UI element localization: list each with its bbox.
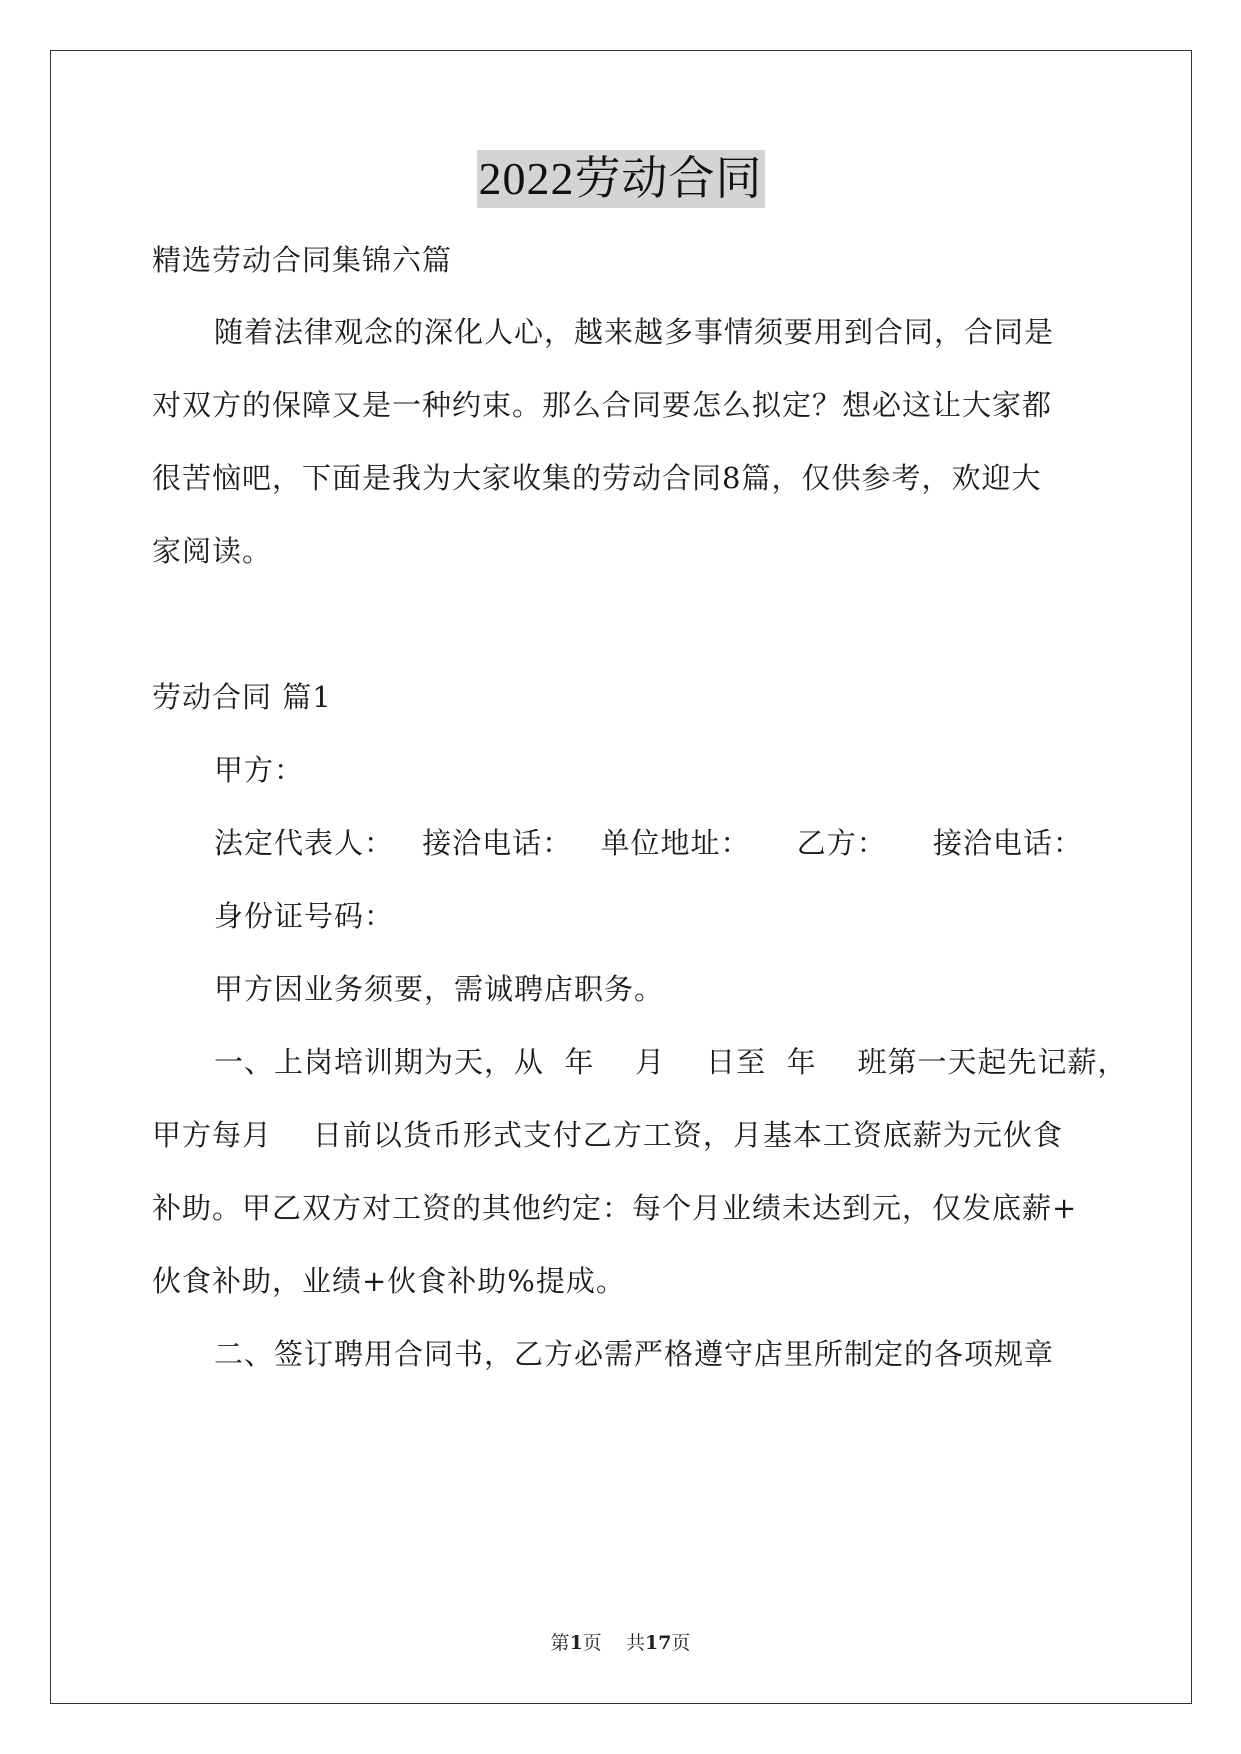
footer-suffix: 页 bbox=[671, 1632, 691, 1654]
page-border bbox=[50, 50, 1192, 1704]
footer-middle: 页 共 bbox=[582, 1632, 645, 1654]
page-footer bbox=[0, 1630, 1241, 1656]
hire-statement: 甲方因业务须要，需诚聘店职务。 bbox=[214, 972, 665, 1006]
contact-fields-row bbox=[214, 823, 1083, 863]
intro-line-3: 很苦恼吧，下面是我为大家收集的劳动合同8篇，仅供参考，欢迎大 bbox=[152, 461, 1042, 495]
title-container bbox=[0, 150, 1241, 208]
intro-line-4: 家阅读。 bbox=[152, 534, 273, 568]
legal-representative-label: 法定代表人： bbox=[214, 826, 395, 860]
clause-1-line-3: 补助。甲乙双方对工资的其他约定：每个月业绩未达到元，仅发底薪+ bbox=[152, 1191, 1078, 1225]
clause-1-line-2: 甲方每月 日前以货币形式支付乙方工资，月基本工资底薪为元伙食 bbox=[152, 1118, 1063, 1152]
party-b-phone-label: 接洽电话： bbox=[932, 826, 1083, 860]
id-number-label: 身份证号码： bbox=[214, 899, 395, 933]
party-b-label: 乙方： bbox=[796, 826, 887, 860]
clause-2-line-1: 二、签订聘用合同书，乙方必需严格遵守店里所制定的各项规章 bbox=[214, 1337, 1055, 1371]
party-a-label: 甲方： bbox=[214, 753, 305, 787]
intro-line-2: 对双方的保障又是一种约束。那么合同要怎么拟定？想必这让大家都 bbox=[152, 388, 1053, 422]
footer-total-pages: 17 bbox=[644, 1632, 672, 1654]
footer-current-page: 1 bbox=[569, 1632, 583, 1654]
footer-prefix: 第 bbox=[550, 1632, 570, 1654]
section-heading: 劳动合同 篇1 bbox=[152, 680, 332, 714]
intro-line-1: 随着法律观念的深化人心，越来越多事情须要用到合同，合同是 bbox=[214, 315, 1055, 349]
document-title: 2022劳动合同 bbox=[477, 150, 765, 208]
clause-1-line-4: 伙食补助，业绩+伙食补助%提成。 bbox=[152, 1264, 626, 1298]
clause-1-line-1: 一、上岗培训期为天，从 年 月 日至 年 班第一天起先记薪， bbox=[214, 1045, 1128, 1079]
document-subtitle: 精选劳动合同集锦六篇 bbox=[152, 243, 453, 277]
company-address-label: 单位地址： bbox=[600, 826, 751, 860]
contact-phone-label: 接洽电话： bbox=[422, 826, 573, 860]
